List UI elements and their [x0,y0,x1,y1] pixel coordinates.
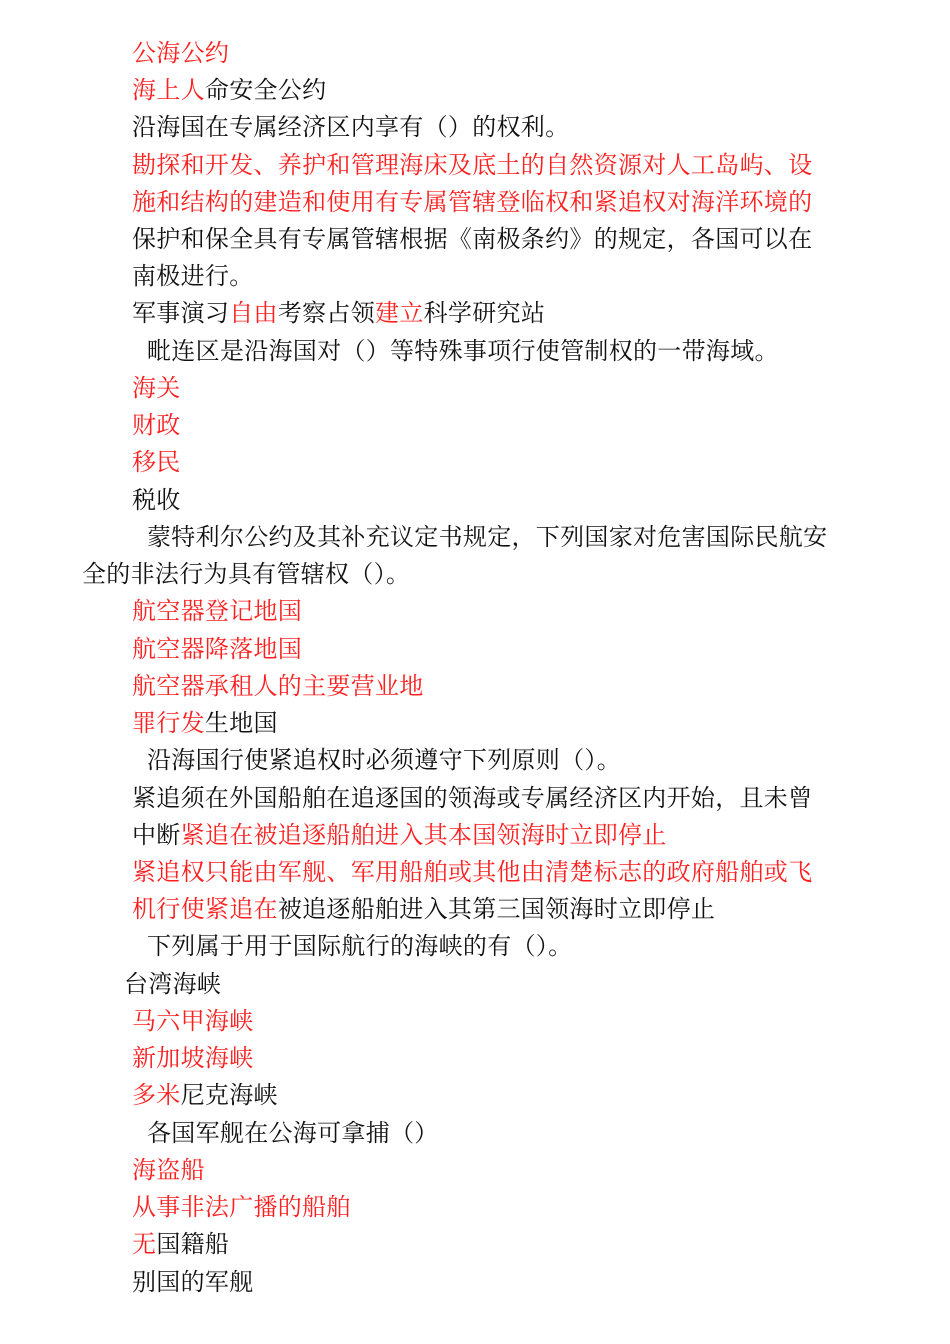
answer-text: 航空器承租人的主要营业地 [132,672,424,700]
answer-text: 建立 [375,299,424,327]
option-text: 税收 [132,486,181,514]
text-line [132,296,545,330]
answer-text: 施和结构的建造和使用有专属管辖登临权和紧追权对海洋环境的 [132,188,813,216]
text-line [132,632,302,666]
answer-text: 新加坡海峡 [132,1044,254,1072]
option-text: 被追逐船舶进入其第三国领海时立即停止 [277,895,716,923]
text-line [124,967,221,1001]
text-line [132,1227,229,1261]
text-line [132,445,181,479]
question-text: 蒙特利尔公约及其补充议定书规定，下列国家对危害国际民航安 [147,523,828,551]
option-text: 考察占领 [277,299,376,327]
text-line [132,594,302,628]
question-text: 南极进行。 [132,262,254,290]
option-text: 别国的军舰 [132,1268,254,1296]
text-line [132,1190,351,1224]
text-line [132,855,812,889]
answer-text: 从事非法广播的船舶 [132,1193,351,1221]
option-text: 命安全公约 [204,76,327,104]
option-text: 国籍船 [156,1230,230,1258]
text-line [132,185,812,219]
text-line [132,148,812,182]
answer-text: 罪行发 [132,709,205,737]
text-line [132,1078,278,1112]
answer-text: 机行使紧追在 [132,895,278,923]
answer-text: 海盗船 [132,1156,205,1184]
text-line [132,781,812,815]
option-text: 保护和保全具有专属管辖根据《南极条约》的规定，各国可以在 [132,225,813,253]
question-line [147,520,827,554]
answer-text: 马六甲海峡 [132,1007,254,1035]
text-line [132,1041,254,1075]
text-line [132,818,667,852]
option-text: 台湾海峡 [124,970,222,998]
answer-text: 勘探和开发、养护和管理海床及底土的自然资源对人工岛屿、设 [132,151,813,179]
question-text: 沿海国在专属经济区内享有（）的权利。 [132,113,570,141]
option-text: 生地国 [204,709,278,737]
text-line [132,222,812,256]
text-line [132,1004,254,1038]
text-line [132,483,181,517]
answer-text: 财政 [132,411,181,439]
option-text: 科学研究站 [423,299,546,327]
question-text: 全的非法行为具有管辖权（）。 [82,560,411,588]
option-text: 中断 [132,821,181,849]
answer-text: 海上人 [132,76,205,104]
text-line [132,73,326,107]
text-line [132,1265,254,1299]
answer-text: 紧追在被追逐船舶进入其本国领海时立即停止 [180,821,667,849]
answer-text: 航空器降落地国 [132,635,303,663]
text-line [132,36,229,70]
question-line [147,1116,439,1150]
text-line [132,669,424,703]
question-text: 下列属于用于国际航行的海峡的有（）。 [147,932,573,960]
text-line [132,259,254,293]
answer-text: 移民 [132,448,181,476]
text-line [132,371,181,405]
text-line [132,408,181,442]
question-text: 各国军舰在公海可拿捕（） [147,1119,439,1147]
question-text: 毗连区是沿海国对（）等特殊事项行使管制权的一带海域。 [147,337,779,365]
option-text: 紧追须在外国船舶在追逐国的领海或专属经济区内开始，且未曾 [132,784,813,812]
answer-text: 公海公约 [132,39,230,67]
question-line [132,110,569,144]
answer-text: 紧追权只能由军舰、军用船舶或其他由清楚标志的政府船舶或飞 [132,858,813,886]
question-line [82,557,410,591]
answer-text: 无 [132,1230,157,1258]
text-line [132,1153,205,1187]
answer-text: 多米 [132,1081,181,1109]
answer-text: 航空器登记地国 [132,597,303,625]
question-line [147,929,572,963]
option-text: 军事演习 [132,299,230,327]
text-line [132,706,278,740]
question-line [147,743,621,777]
question-line [147,334,779,368]
answer-text: 自由 [229,299,278,327]
question-text: 沿海国行使紧追权时必须遵守下列原则（）。 [147,746,621,774]
answer-text: 海关 [132,374,181,402]
text-line [132,892,715,926]
option-text: 尼克海峡 [180,1081,278,1109]
